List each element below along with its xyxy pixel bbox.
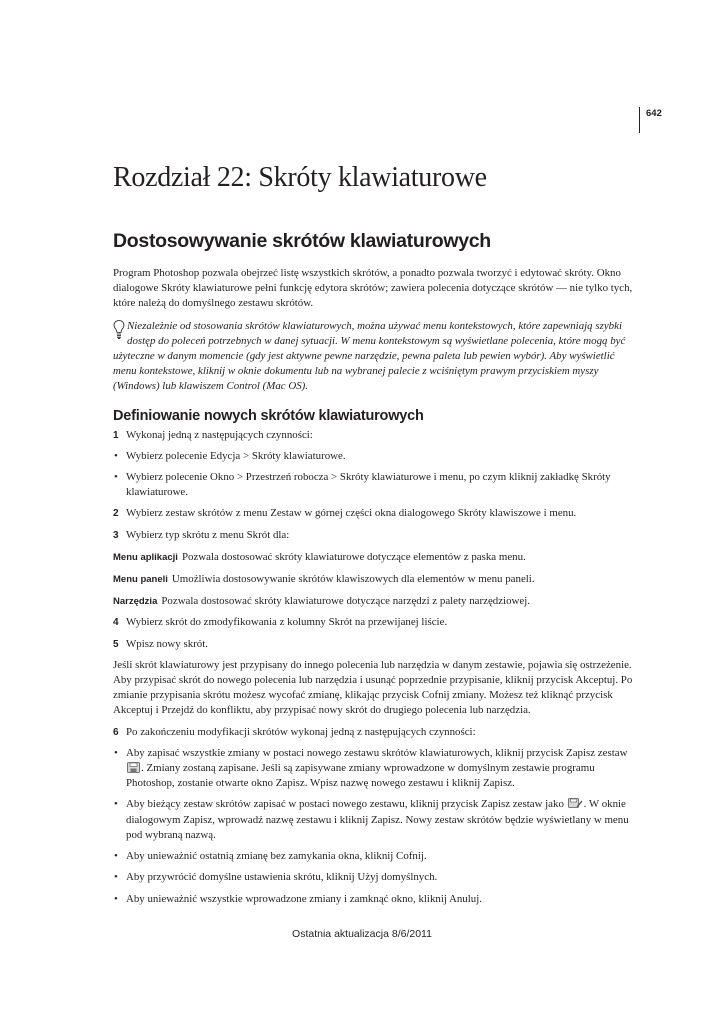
list-item-text: Aby bieżący zestaw skrótów zapisać w postaci nowego zestawu, kliknij przycisk Zapisz zestaw jako	[126, 798, 564, 811]
step-text: Wybierz typ skrótu z menu Skrót dla:	[126, 528, 290, 541]
bullet-marker: •	[114, 746, 118, 759]
term-narzedzia	[113, 594, 637, 609]
bullet-marker: •	[114, 871, 118, 884]
step-text: Wykonaj jedną z następujących czynności:	[126, 428, 313, 441]
term-description: Pozwala dostosować skróty klawiaturowe dotyczące elementów z paska menu.	[181, 550, 526, 563]
lightbulb-icon	[113, 319, 125, 341]
tip-note	[113, 319, 637, 395]
list-item-text: . W oknie dialogowym Zapisz, wprowadź nazwę zestawu i kliknij Zapisz. Nowy zestaw skrótów będzie wyświetlany w menu pod wybraną nazwą.	[126, 798, 629, 841]
list-item	[113, 746, 637, 792]
tip-text: Niezależnie od stosowania skrótów klawiaturowych, można używać menu kontekstowych, które zapewniają szybki dostęp do poleceń potrzebnych w danej sytuacji. W menu kontekstowym są wyświetlane polecenia, które mogą być użyteczne w danym momencie (gdy jest aktywne pewne narzędzie, pewna paleta lub pewien wybór). Aby wyświetlić menu kontekstowe, kliknij w oknie dokumentu lub na wybranej palecie z wciśniętym prawym przyciskiem myszy (Windows) lub klawiszem Control (Mac OS).	[113, 319, 626, 393]
list-item	[113, 892, 637, 907]
step-3	[113, 528, 637, 543]
bullet-marker: •	[114, 449, 118, 462]
page-number: 642	[646, 108, 662, 119]
bullet-marker: •	[114, 798, 118, 811]
term-menu-paneli	[113, 572, 637, 587]
list-item-text: Aby unieważnić wszystkie wprowadzone zmiany i zamknąć okno, kliknij Anuluj.	[126, 892, 482, 905]
list-item-text: Aby przywrócić domyślne ustawienia skrótu, kliknij Użyj domyślnych.	[126, 871, 438, 884]
step-text: Wybierz zestaw skrótów z menu Zestaw w górnej części okna dialogowego Skróty klawiszowe i menu.	[126, 507, 577, 520]
list-item-text: Wybierz polecenie Edycja > Skróty klawiaturowe.	[126, 449, 346, 462]
page-number-rule	[639, 107, 640, 133]
conflict-paragraph: Jeśli skrót klawiaturowy jest przypisany do innego polecenia lub narzędzia w danym zestawie, pojawia się ostrzeżenie. Aby przypisać skrót do nowego polecenia lub narzędzia i usunąć poprzednie przypisanie, kliknij przycisk Akceptuj. Po zmianie przypisania skrótu możesz wycofać zmianę, klikając przycisk Cofnij zmiany. Możesz też kliknąć przycisk Akceptuj i Przejdź do konfliktu, aby przypisać nowy skrót do drugiego polecenia lub narzędzia.	[113, 658, 633, 717]
list-item-text: Wybierz polecenie Okno > Przestrzeń robocza > Skróty klawiaturowe i menu, po czym kliknij zakładkę Skróty klawiaturowe.	[126, 471, 611, 499]
intro-paragraph: Program Photoshop pozwala obejrzeć listę wszystkich skrótów, a ponadto pozwala tworzyć i edytować skróty. Okno dialogowe Skróty klawiaturowe pełni funkcję edytora skrótów; zawiera polecenia dotyczące skrótów — nie tylko tych, które należą do domyślnego zestawu skrótów.	[113, 267, 633, 310]
section-title: Dostosowywanie skrótów klawiaturowych	[113, 230, 491, 252]
step-1	[113, 428, 637, 443]
step-number: 6	[113, 726, 119, 738]
step-5	[113, 637, 637, 652]
list-item-text: Aby zapisać wszystkie zmiany w postaci nowego zestawu skrótów klawiaturowych, kliknij przycisk Zapisz zestaw	[126, 746, 628, 759]
step-number: 5	[113, 638, 119, 650]
step-text: Wybierz skrót do zmodyfikowania z kolumny Skrót na przewijanej liście.	[126, 616, 448, 629]
step-2	[113, 506, 637, 521]
list-item	[113, 870, 637, 885]
term-label: Narzędzia	[113, 596, 158, 608]
bullet-marker: •	[114, 850, 118, 863]
step-text: Wpisz nowy skrót.	[126, 637, 208, 650]
term-description: Pozwala dostosować skróty klawiaturowe dotyczące narzędzi z palety narzędziowej.	[161, 595, 530, 608]
step-number: 1	[113, 429, 119, 441]
list-item	[113, 797, 637, 843]
save-set-as-icon	[568, 797, 583, 809]
list-item	[113, 849, 637, 864]
save-set-icon	[127, 762, 140, 773]
list-item	[113, 470, 637, 500]
term-label: Menu aplikacji	[113, 551, 178, 563]
term-menu-aplikacji	[113, 550, 637, 565]
chapter-title: Rozdział 22: Skróty klawiaturowe	[113, 162, 487, 193]
subsection-title: Definiowanie nowych skrótów klawiaturowych	[113, 407, 424, 424]
list-item-text: . Zmiany zostaną zapisane. Jeśli są zapisywane zmiany wprowadzone w domyślnym zestawie programu Photoshop, zostanie otwarte okno Zapisz. Wpisz nazwę nowego zestawu i kliknij Zapisz.	[126, 762, 595, 790]
step-number: 4	[113, 617, 119, 629]
term-label: Menu paneli	[113, 574, 168, 586]
step-number: 2	[113, 508, 119, 520]
step-number: 3	[113, 529, 119, 541]
bullet-marker: •	[114, 471, 118, 484]
list-item	[113, 449, 637, 464]
bullet-marker: •	[114, 892, 118, 905]
step-text: Po zakończeniu modyfikacji skrótów wykonaj jedną z następujących czynności:	[126, 725, 476, 738]
page-footer: Ostatnia aktualizacja 8/6/2011	[292, 928, 432, 940]
list-item-text: Aby unieważnić ostatnią zmianę bez zamykania okna, kliknij Cofnij.	[126, 850, 427, 863]
step-6	[113, 725, 637, 740]
document-body	[113, 160, 637, 907]
term-description: Umożliwia dostosowywanie skrótów klawiszowych dla elementów w menu paneli.	[171, 573, 535, 586]
step-4	[113, 615, 637, 630]
